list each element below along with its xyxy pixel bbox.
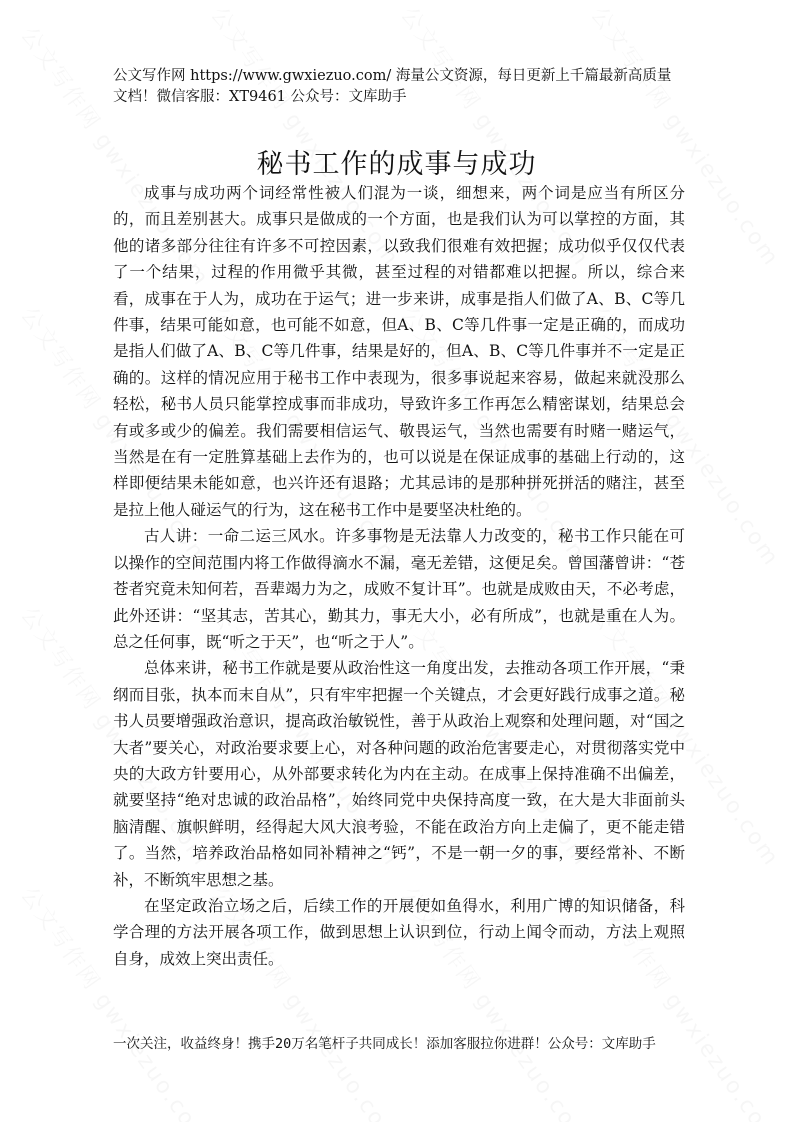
footer-note: 一次关注，收益终身！携手20万名笔杆子共同成长！添加客服拉你进群！公众号：文库助手 [113,1036,656,1052]
header-note: 公文写作网 https://www.gwxiezuo.com/ 海量公文资源，每日更新上千篇最新高质量文档！微信客服：XT9461 公众号：文库助手 [113,68,672,105]
document-title: 秘书工作的成事与成功 [256,149,537,180]
document-body [113,180,685,972]
paragraph: 在坚定政治立场之后，后续工作的开展便如鱼得水，利用广博的知识储备，科学合理的方法开展各项工作，做到思想上认识到位，行动上闻令而动，方法上观照自身，成效上突出责任。 [113,896,685,968]
paragraph: 成事与成功两个词经常性被人们混为一谈，细想来，两个词是应当有所区分的，而且差别甚大。成事只是做成的一个方面，也是我们认为可以掌控的方面，其他的诸多部分往往有许多不可控因素，以致我们很难有效把握；成功似乎仅仅代表了一个结果，过程的作用微乎其微，甚至过程的对错都难以把握。所以，综合来看，成事在于人为，成功在于运气；进一步来讲，成事是指人们做了A、B、C等几件事，结果可能如意，也可能不如意，但A、B、C等几件事一定是正确的，而成功是指人们做了A、B、C等几件事，结果是好的，但A、B、C等几件事并不一定是正确的。这样的情况应用于秘书工作中表现为，很多事说起来容易，做起来就没那么轻松，秘书人员只能掌控成事而非成功，导致许多工作再怎么精密谋划，结果总会有或多或少的偏差。我们需要相信运气、敬畏运气，当然也需要有时赌一赌运气，当然是在有一定胜算基础上去作为的，也可以说是在保证成事的基础上行动的，这样即便结果未能如意，也兴许还有退路；尤其忌讳的是那种拼死拼活的赌注，甚至是拉上他人碰运气的行为，这在秘书工作中是要坚决杜绝的。 [113,184,685,519]
paragraph: 古人讲：一命二运三风水。许多事物是无法靠人力改变的，秘书工作只能在可以操作的空间范围内将工作做得滴水不漏，毫无差错，这便足矣。曾国藩曾讲：“苍苍者究竟未知何若，吾辈竭力为之，成败不复计耳”。也就是成败由天，不必考虑，此外还讲：“坚其志，苦其心，勤其力，事无大小，必有所成”，也就是重在人为。总之任何事，既“听之于天”，也“听之于人”。 [113,527,685,651]
paragraph: 总体来讲，秘书工作就是要从政治性这一角度出发，去推动各项工作开展，“秉纲而目张，执本而末自从”，只有牢牢把握一个关键点，才会更好践行成事之道。秘书人员要增强政治意识，提高政治敏锐性，善于从政治上观察和处理问题，对“国之大者”要关心，对政治要求要上心，对各种问题的政治危害要走心，对贯彻落实党中央的大政方针要用心，从外部要求转化为内在主动。在成事上保持准确不出偏差，就要坚持“绝对忠诚的政治品格”，始终同党中央保持高度一致，在大是大非面前头脑清醒、旗帜鲜明，经得起大风大浪考验，不能在政治方向上走偏了，更不能走错了。当然，培养政治品格如同补精神之“钙”，不是一朝一夕的事，要经常补、不断补，不断筑牢思想之基。 [113,659,685,889]
